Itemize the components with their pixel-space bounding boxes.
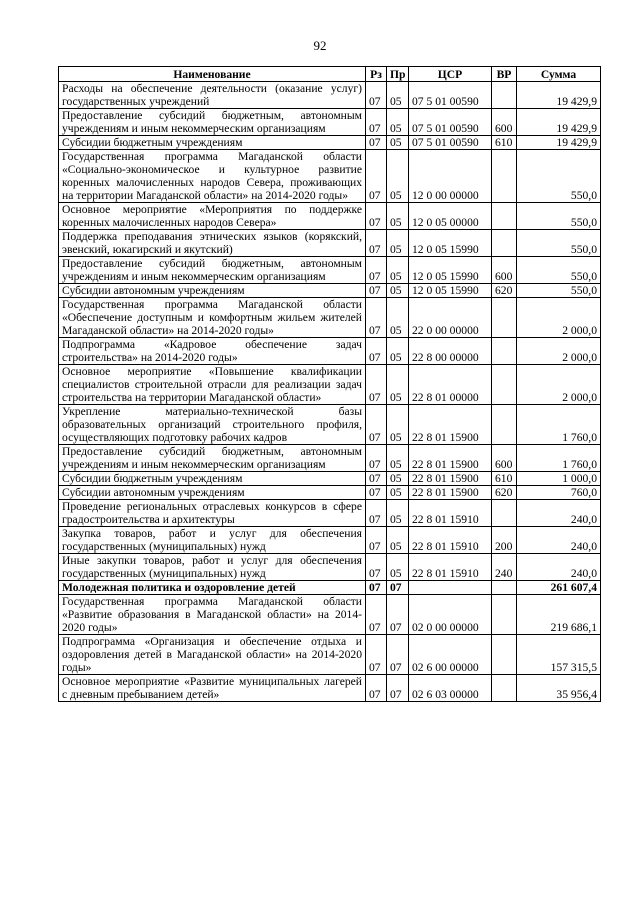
row-csr-cell: 02 6 03 00000: [409, 675, 492, 702]
header-csr: ЦСР: [409, 67, 492, 82]
table-row: [59, 150, 601, 203]
row-pr-cell: 05: [387, 203, 409, 230]
row-csr-cell: 22 8 01 15910: [409, 527, 492, 554]
row-sum-cell: 35 956,4: [517, 675, 601, 702]
header-vr: ВР: [492, 67, 517, 82]
row-vr-cell: [492, 595, 517, 635]
row-csr-cell: 07 5 01 00590: [409, 82, 492, 109]
row-sum-cell: 550,0: [517, 284, 601, 298]
row-rz-cell: 07: [366, 82, 387, 109]
row-vr-cell: 620: [492, 486, 517, 500]
row-csr-cell: 12 0 05 15990: [409, 230, 492, 257]
row-name-cell: Субсидии бюджетным учреждениям: [59, 472, 366, 486]
row-vr-cell: 610: [492, 136, 517, 150]
row-name-cell: Поддержка преподавания этнических языков (корякский, эвенский, юкагирский и якутский): [59, 230, 366, 257]
row-sum-cell: 219 686,1: [517, 595, 601, 635]
table-row: [59, 298, 601, 338]
row-sum-cell: 19 429,9: [517, 82, 601, 109]
row-sum-cell: 240,0: [517, 527, 601, 554]
row-pr-cell: 05: [387, 472, 409, 486]
row-pr-cell: 05: [387, 284, 409, 298]
row-sum-cell: 19 429,9: [517, 136, 601, 150]
row-name-cell: Субсидии автономным учреждениям: [59, 284, 366, 298]
row-csr-cell: 22 0 00 00000: [409, 298, 492, 338]
row-name-cell: Подпрограмма «Организация и обеспечение отдыха и оздоровления детей в Магаданской области» на 2014-2020 годы»: [59, 635, 366, 675]
row-vr-cell: [492, 230, 517, 257]
row-name-cell: Закупка товаров, работ и услуг для обеспечения государственных (муниципальных) нужд: [59, 527, 366, 554]
row-pr-cell: 05: [387, 365, 409, 405]
row-rz-cell: 07: [366, 635, 387, 675]
row-vr-cell: 200: [492, 527, 517, 554]
row-vr-cell: 600: [492, 109, 517, 136]
row-csr-cell: [409, 581, 492, 595]
row-pr-cell: 05: [387, 230, 409, 257]
table-row: [59, 203, 601, 230]
row-rz-cell: 07: [366, 150, 387, 203]
row-rz-cell: 07: [366, 581, 387, 595]
row-rz-cell: 07: [366, 284, 387, 298]
row-csr-cell: 02 6 00 00000: [409, 635, 492, 675]
table-row: [59, 136, 601, 150]
row-sum-cell: 550,0: [517, 150, 601, 203]
row-pr-cell: 05: [387, 82, 409, 109]
header-rz: Рз: [366, 67, 387, 82]
table-row: [59, 527, 601, 554]
table-row: [59, 230, 601, 257]
row-csr-cell: 07 5 01 00590: [409, 136, 492, 150]
row-name-cell: Расходы на обеспечение деятельности (оказание услуг) государственных учреждений: [59, 82, 366, 109]
row-sum-cell: 550,0: [517, 230, 601, 257]
row-name-cell: Проведение региональных отраслевых конкурсов в сфере градостроительства и архитектуры: [59, 500, 366, 527]
row-name-cell: Основное мероприятие «Повышение квалификации специалистов строительной отрасли для реализации задач строительства на территории Магаданской области»: [59, 365, 366, 405]
row-name-cell: Субсидии автономным учреждениям: [59, 486, 366, 500]
row-vr-cell: 240: [492, 554, 517, 581]
row-pr-cell: 05: [387, 554, 409, 581]
row-rz-cell: 07: [366, 486, 387, 500]
row-name-cell: Предоставление субсидий бюджетным, автономным учреждениям и иным некоммерческим организациям: [59, 257, 366, 284]
table-row: [59, 82, 601, 109]
row-rz-cell: 07: [366, 365, 387, 405]
row-vr-cell: [492, 82, 517, 109]
row-rz-cell: 07: [366, 405, 387, 445]
row-name-cell: Предоставление субсидий бюджетным, автономным учреждениям и иным некоммерческим организациям: [59, 109, 366, 136]
row-csr-cell: 22 8 01 15910: [409, 500, 492, 527]
row-name-cell: Основное мероприятие «Мероприятия по поддержке коренных малочисленных народов Севера»: [59, 203, 366, 230]
row-csr-cell: 02 0 00 00000: [409, 595, 492, 635]
row-pr-cell: 05: [387, 298, 409, 338]
row-rz-cell: 07: [366, 230, 387, 257]
row-pr-cell: 05: [387, 405, 409, 445]
row-csr-cell: 12 0 05 15990: [409, 257, 492, 284]
row-rz-cell: 07: [366, 527, 387, 554]
row-vr-cell: [492, 405, 517, 445]
row-sum-cell: 550,0: [517, 203, 601, 230]
table-row: [59, 472, 601, 486]
row-vr-cell: 600: [492, 257, 517, 284]
row-vr-cell: [492, 150, 517, 203]
row-csr-cell: 22 8 00 00000: [409, 338, 492, 365]
header-name: Наименование: [59, 67, 366, 82]
row-rz-cell: 07: [366, 472, 387, 486]
row-pr-cell: 05: [387, 527, 409, 554]
row-rz-cell: 07: [366, 595, 387, 635]
table-header-row: [59, 67, 601, 82]
row-sum-cell: 240,0: [517, 500, 601, 527]
row-vr-cell: [492, 581, 517, 595]
row-pr-cell: 07: [387, 675, 409, 702]
row-vr-cell: 600: [492, 445, 517, 472]
row-pr-cell: 07: [387, 635, 409, 675]
table-row: [59, 284, 601, 298]
row-sum-cell: 240,0: [517, 554, 601, 581]
table-row: [59, 581, 601, 595]
row-rz-cell: 07: [366, 500, 387, 527]
budget-table: [58, 66, 601, 702]
row-name-cell: Подпрограмма «Кадровое обеспечение задач строительства» на 2014-2020 годы»: [59, 338, 366, 365]
row-csr-cell: 22 8 01 15900: [409, 472, 492, 486]
row-rz-cell: 07: [366, 109, 387, 136]
row-csr-cell: 22 8 01 15900: [409, 445, 492, 472]
row-csr-cell: 07 5 01 00590: [409, 109, 492, 136]
row-pr-cell: 07: [387, 581, 409, 595]
row-rz-cell: 07: [366, 298, 387, 338]
row-name-cell: Предоставление субсидий бюджетным, автономным учреждениям и иным некоммерческим организациям: [59, 445, 366, 472]
table-row: [59, 405, 601, 445]
row-rz-cell: 07: [366, 203, 387, 230]
row-name-cell: Государственная программа Магаданской области «Обеспечение доступным и комфортным жильем жителей Магаданской области» на 2014-2020 годы»: [59, 298, 366, 338]
row-name-cell: Государственная программа Магаданской области «Развитие образования в Магаданской области» на 2014-2020 годы»: [59, 595, 366, 635]
row-csr-cell: 22 8 01 15900: [409, 486, 492, 500]
row-rz-cell: 07: [366, 675, 387, 702]
row-pr-cell: 05: [387, 338, 409, 365]
table-row: [59, 675, 601, 702]
row-vr-cell: [492, 675, 517, 702]
row-rz-cell: 07: [366, 445, 387, 472]
row-sum-cell: 2 000,0: [517, 365, 601, 405]
row-csr-cell: 12 0 00 00000: [409, 150, 492, 203]
row-vr-cell: [492, 338, 517, 365]
table-row: [59, 500, 601, 527]
row-rz-cell: 07: [366, 554, 387, 581]
table-row: [59, 486, 601, 500]
header-sum: Сумма: [517, 67, 601, 82]
row-vr-cell: [492, 500, 517, 527]
row-sum-cell: 261 607,4: [517, 581, 601, 595]
page-number: 92: [313, 38, 327, 53]
row-name-cell: Субсидии бюджетным учреждениям: [59, 136, 366, 150]
row-csr-cell: 12 0 05 00000: [409, 203, 492, 230]
row-csr-cell: 22 8 01 15900: [409, 405, 492, 445]
table-row: [59, 257, 601, 284]
table-row: [59, 109, 601, 136]
table-row: [59, 554, 601, 581]
table-row: [59, 635, 601, 675]
row-name-cell: Иные закупки товаров, работ и услуг для обеспечения государственных (муниципальных) нужд: [59, 554, 366, 581]
row-vr-cell: 620: [492, 284, 517, 298]
row-sum-cell: 2 000,0: [517, 338, 601, 365]
row-name-cell: Укрепление материально-технической базы образовательных организаций строительного профиля, осуществляющих подготовку рабочих кадров: [59, 405, 366, 445]
row-pr-cell: 05: [387, 150, 409, 203]
row-pr-cell: 07: [387, 595, 409, 635]
row-pr-cell: 05: [387, 257, 409, 284]
table-row: [59, 338, 601, 365]
row-rz-cell: 07: [366, 136, 387, 150]
row-vr-cell: [492, 365, 517, 405]
table-row: [59, 365, 601, 405]
row-pr-cell: 05: [387, 486, 409, 500]
row-pr-cell: 05: [387, 500, 409, 527]
row-sum-cell: 1 760,0: [517, 405, 601, 445]
row-csr-cell: 12 0 05 15990: [409, 284, 492, 298]
row-sum-cell: 19 429,9: [517, 109, 601, 136]
table-row: [59, 595, 601, 635]
table-body: [59, 82, 601, 702]
row-sum-cell: 157 315,5: [517, 635, 601, 675]
row-vr-cell: [492, 203, 517, 230]
row-sum-cell: 2 000,0: [517, 298, 601, 338]
table-row: [59, 445, 601, 472]
row-sum-cell: 550,0: [517, 257, 601, 284]
row-sum-cell: 1 760,0: [517, 445, 601, 472]
row-pr-cell: 05: [387, 445, 409, 472]
row-name-cell: Основное мероприятие «Развитие муниципальных лагерей с дневным пребыванием детей»: [59, 675, 366, 702]
row-pr-cell: 05: [387, 109, 409, 136]
row-name-cell: Молодежная политика и оздоровление детей: [59, 581, 366, 595]
row-rz-cell: 07: [366, 257, 387, 284]
row-sum-cell: 1 000,0: [517, 472, 601, 486]
row-pr-cell: 05: [387, 136, 409, 150]
row-sum-cell: 760,0: [517, 486, 601, 500]
header-pr: Пр: [387, 67, 409, 82]
row-vr-cell: [492, 635, 517, 675]
row-vr-cell: [492, 298, 517, 338]
row-name-cell: Государственная программа Магаданской области «Социально-экономическое и культурное развитие коренных малочисленных народов Севера, проживающих на территории Магаданской области» на 2014-2020 годы»: [59, 150, 366, 203]
row-csr-cell: 22 8 01 00000: [409, 365, 492, 405]
row-rz-cell: 07: [366, 338, 387, 365]
row-vr-cell: 610: [492, 472, 517, 486]
row-csr-cell: 22 8 01 15910: [409, 554, 492, 581]
